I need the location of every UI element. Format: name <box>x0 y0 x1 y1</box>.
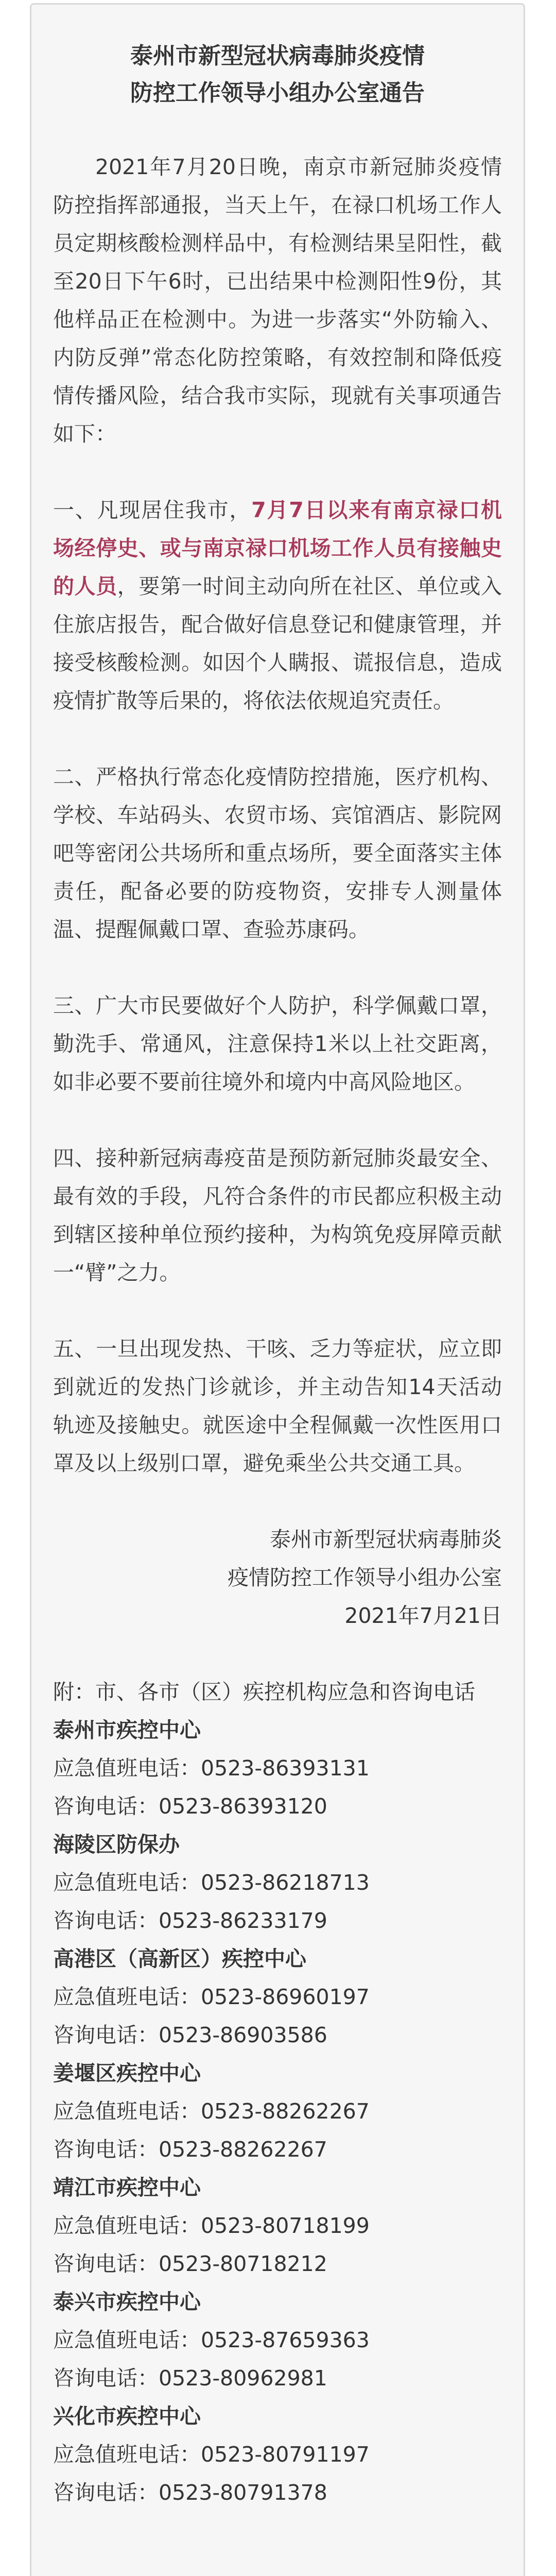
org-block <box>53 2168 502 2283</box>
item-1-highlight: 7月7日以来有南京禄口机场经停史、或与南京禄口机场工作人员有接触史的人员 <box>53 498 502 599</box>
notice-title <box>53 38 502 112</box>
notice-title-line1: 泰州市新型冠状病毒肺炎疫情 <box>130 43 425 69</box>
org-name: 泰州市疾控中心 <box>53 1718 201 1742</box>
appendix-title: 附：市、各市（区）疾控机构应急和咨询电话 <box>53 1680 475 1704</box>
item-4-paragraph: 四、接种新冠病毒疫苗是预防新冠肺炎最安全、最有效的手段，凡符合条件的市民都应积极主动到辖区接种单位预约接种，为构筑免疫屏障贡献一“臂”之力。 <box>53 1146 502 1285</box>
emergency-phone[interactable]: 应急值班电话：0523-80791197 <box>53 2442 370 2467</box>
consult-phone[interactable]: 咨询电话：0523-80962981 <box>53 2366 327 2391</box>
signature-block <box>53 1520 502 1635</box>
item-1-paragraph <box>53 491 502 720</box>
intro-paragraph: 2021年7月20日晚，南京市新冠肺炎疫情防控指挥部通报，当天上午，在禄口机场工作人员定期核酸检测样品中，有检测结果呈阳性，截至20日下午6时，已出结果中检测阳性9份，其他样品正在检测中。为进一步落实“外防输入、内防反弹”常态化防控策略，有效控制和降低疫情传播风险，结合我市实际，现就有关事项通告如下： <box>53 155 502 446</box>
org-block <box>53 1940 502 2054</box>
consult-phone[interactable]: 咨询电话：0523-80718212 <box>53 2251 327 2276</box>
org-name: 靖江市疾控中心 <box>53 2175 201 2200</box>
item-5-paragraph: 五、一旦出现发热、干咳、乏力等症状，应立即到就近的发热门诊就诊，并主动告知14天活动轨迹及接触史。就医途中全程佩戴一次性医用口罩及以上级别口罩，避免乘坐公共交通工具。 <box>53 1336 502 1476</box>
item-1-suffix: ，要第一时间主动向所在社区、单位或入住旅店报告，配合做好信息登记和健康管理，并接受核酸检测。如因个人瞒报、谎报信息，造成疫情扩散等后果的，将依法依规追究责任。 <box>53 574 502 713</box>
notice-card <box>30 3 525 2576</box>
emergency-phone[interactable]: 应急值班电话：0523-88262267 <box>53 2099 370 2124</box>
emergency-phone[interactable]: 应急值班电话：0523-86218713 <box>53 1870 370 1895</box>
consult-phone[interactable]: 咨询电话：0523-80791378 <box>53 2480 327 2505</box>
emergency-phone[interactable]: 应急值班电话：0523-86393131 <box>53 1756 370 1781</box>
item-3-paragraph: 三、广大市民要做好个人防护，科学佩戴口罩，勤洗手、常通风，注意保持1米以上社交距离，如非必要不要前往境外和境内中高风险地区。 <box>53 993 502 1094</box>
consult-phone[interactable]: 咨询电话：0523-86903586 <box>53 2023 327 2047</box>
signature-line2: 疫情防控工作领导小组办公室 <box>228 1565 502 1590</box>
signature-date: 2021年7月21日 <box>344 1603 502 1628</box>
emergency-phone[interactable]: 应急值班电话：0523-80718199 <box>53 2213 370 2238</box>
signature-line1: 泰州市新型冠状病毒肺炎 <box>270 1527 502 1552</box>
org-name: 海陵区防保办 <box>53 1832 180 1857</box>
org-name: 泰兴市疾控中心 <box>53 2290 201 2314</box>
org-block <box>53 2397 502 2512</box>
org-name: 兴化市疾控中心 <box>53 2404 201 2429</box>
org-block <box>53 2283 502 2397</box>
org-name: 姜堰区疾控中心 <box>53 2061 201 2086</box>
consult-phone[interactable]: 咨询电话：0523-86233179 <box>53 1908 327 1933</box>
emergency-phone[interactable]: 应急值班电话：0523-87659363 <box>53 2328 370 2352</box>
notice-title-line2: 防控工作领导小组办公室通告 <box>130 80 425 106</box>
org-block <box>53 1711 502 1825</box>
item-2-paragraph: 二、严格执行常态化疫情防控措施，医疗机构、学校、车站码头、农贸市场、宾馆酒店、影院网吧等密闭公共场所和重点场所，要全面落实主体责任，配备必要的防疫物资，安排专人测量体温、提醒佩戴口罩、查验苏康码。 <box>53 765 502 942</box>
consult-phone[interactable]: 咨询电话：0523-88262267 <box>53 2137 327 2162</box>
org-name: 高港区（高新区）疾控中心 <box>53 1946 306 1971</box>
org-block <box>53 2054 502 2168</box>
item-1-prefix: 一、凡现居住我市， <box>53 498 252 522</box>
org-block <box>53 1825 502 1940</box>
emergency-phone[interactable]: 应急值班电话：0523-86960197 <box>53 1985 370 2009</box>
consult-phone[interactable]: 咨询电话：0523-86393120 <box>53 1794 327 1819</box>
